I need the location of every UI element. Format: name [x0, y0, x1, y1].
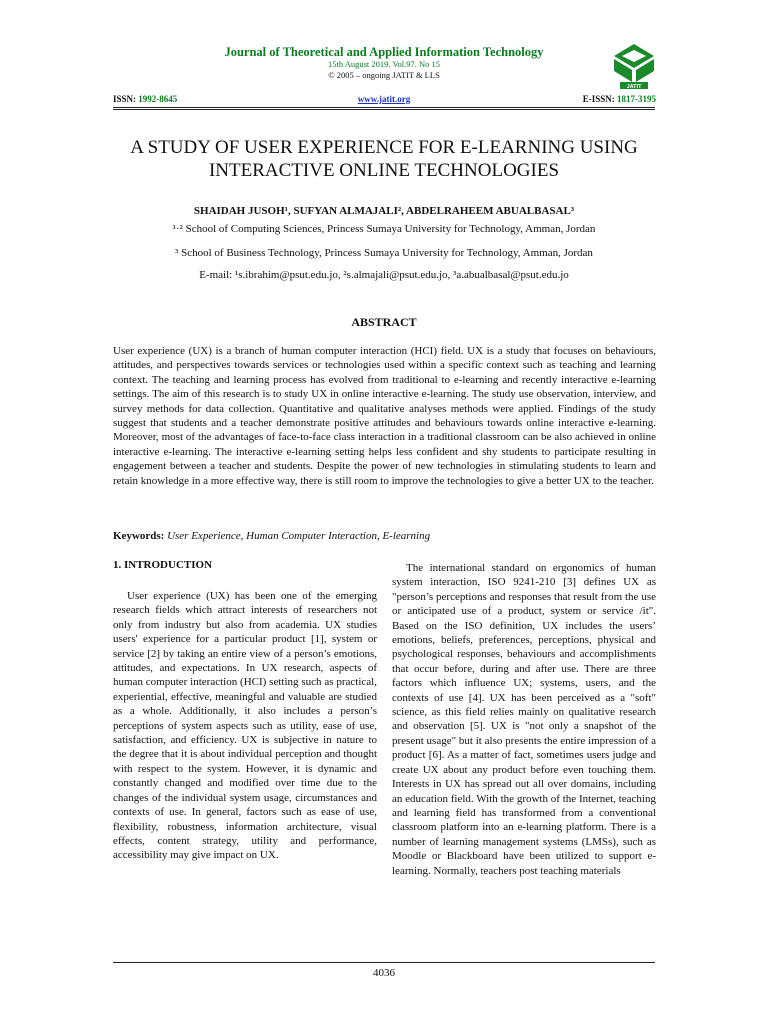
author-emails: E-mail: ¹s.ibrahim@psut.edu.jo, ²s.almajali@psut.edu.jo, ³a.abualbasal@psut.edu.jo: [199, 269, 569, 281]
eissn-label: E-ISSN:: [582, 94, 617, 104]
authors: SHAIDAH JUSOH¹, SUFYAN ALMAJALI², ABDELRAHEEM ABUALBASAL³: [193, 205, 575, 217]
paper-title-line-2: INTERACTIVE ONLINE TECHNOLOGIES: [208, 160, 560, 181]
affiliation-1: ¹·² School of Computing Sciences, Princess Sumaya University for Technology, Amman, Jordan: [172, 223, 596, 235]
footer-divider: [113, 962, 655, 963]
eissn: [583, 94, 656, 104]
header-divider: [113, 107, 655, 110]
introduction-left-column: User experience (UX) has been one of the emerging research fields which attract interests of researchers not only from industry but also from academia. UX studies users' experience for a particular product [1], system or service [2] by taking an entire view of a person’s emotions, attitudes, and expectations. In UX research, aspects of human computer interaction (HCI) setting such as practical, experiential, effective, meaningful and valuable are studied as a whole. Additionally, it also includes a person’s perceptions of system aspects such as utility, ease of use, satisfaction, and efficiency. UX is subjective in nature to the degree that it is about individual perception and thought with respect to the system. However, it is dynamic and constantly changed and modified over time due to the changes of the individual system usage, circumstances and contexts of use. In general, factors such as ease of use, flexibility, robustness, information architecture, visual effects, content strategy, utility and performance, accessibility may give impact on UX.: [113, 590, 377, 862]
copyright-line: © 2005 – ongoing JATIT & LLS: [328, 70, 440, 80]
logo-text: JATIT: [626, 84, 642, 90]
introduction-right-column: The international standard on ergonomics of human system interaction, ISO 9241-210 [3] defines UX as "person’s perceptions and responses that result from the use or anticipated use of a product, system or service /it". Based on the ISO definition, UX includes the users’ emotions, beliefs, preferences, perceptions, physical and psychological responses, behaviours and accomplishments that occur before, during and after use. There are three factors which influence UX; systems, users, and the contexts of use [4]. UX has been perceived as a "soft" science, as this field relies mainly on qualitative research and observation [5]. UX is "not only a snapshot of the present usage" but it also presents the entire impression of a product [6]. As a matter of fact, sometimes users judge and create UX about any product before even touching them. Interests in UX has spread out all over domains, including an education field. With the growth of the Internet, teaching and learning field has transformed from a conventional classroom platform into an e-learning platform. There is a number of learning management systems (LMSs), such as Moodle or Blackboard have been utilized to support e-learning. Normally, teachers post teaching materials: [392, 562, 656, 877]
journal-title: Journal of Theoretical and Applied Information Technology: [224, 45, 544, 59]
issue-line: 15th August 2019. Vol.97. No 15: [327, 59, 441, 69]
website-link[interactable]: www.jatit.org: [357, 94, 411, 104]
page-number: 4036: [373, 967, 395, 979]
paper-title: [80, 136, 688, 182]
keywords-text: User Experience, Human Computer Interaction, E-learning: [167, 530, 431, 542]
eissn-value: 1817-3195: [617, 94, 656, 104]
issn-label: ISSN:: [113, 94, 139, 104]
jatit-logo-icon: [612, 42, 656, 90]
keywords: [113, 530, 656, 542]
affiliation-2: ³ School of Business Technology, Princess Sumaya University for Technology, Amman, Jordan: [175, 247, 593, 259]
introduction-heading: 1. INTRODUCTION: [113, 559, 213, 571]
issn-value: 1992-8645: [138, 94, 178, 104]
abstract-heading: ABSTRACT: [351, 315, 417, 329]
keywords-label: Keywords:: [113, 530, 165, 542]
abstract-body: User experience (UX) is a branch of human computer interaction (HCI) field. UX is a study that focuses on behaviours, attitudes, and perspectives towards services or technologies used within a specific context such as teaching and learning context. The teaching and learning process has evolved from traditional to e-learning and recently interactive e-learning settings. The aim of this research is to study UX in online interactive e-learning. The study use observation, interview, and survey methods for data collection. Quantitative and qualitative analyses methods were applied. Findings of the study suggest that students and a teacher demonstrate positive attitudes and behaviours towards online interactive e-learning. Moreover, most of the advantages of face-to-face class interaction in a traditional classroom can be also achieved in online interactive e-learning. The interactive e-learning setting helps less confident and shy students to participate resulting in engagement between a teacher and students. Despite the power of new technologies in stimulating students to learn and retain knowledge in a more effective way, there is still room to improve the technologies to give a better UX to the teacher.: [113, 345, 656, 487]
paper-title-line-1: A STUDY OF USER EXPERIENCE FOR E-LEARNING USING: [130, 137, 638, 158]
